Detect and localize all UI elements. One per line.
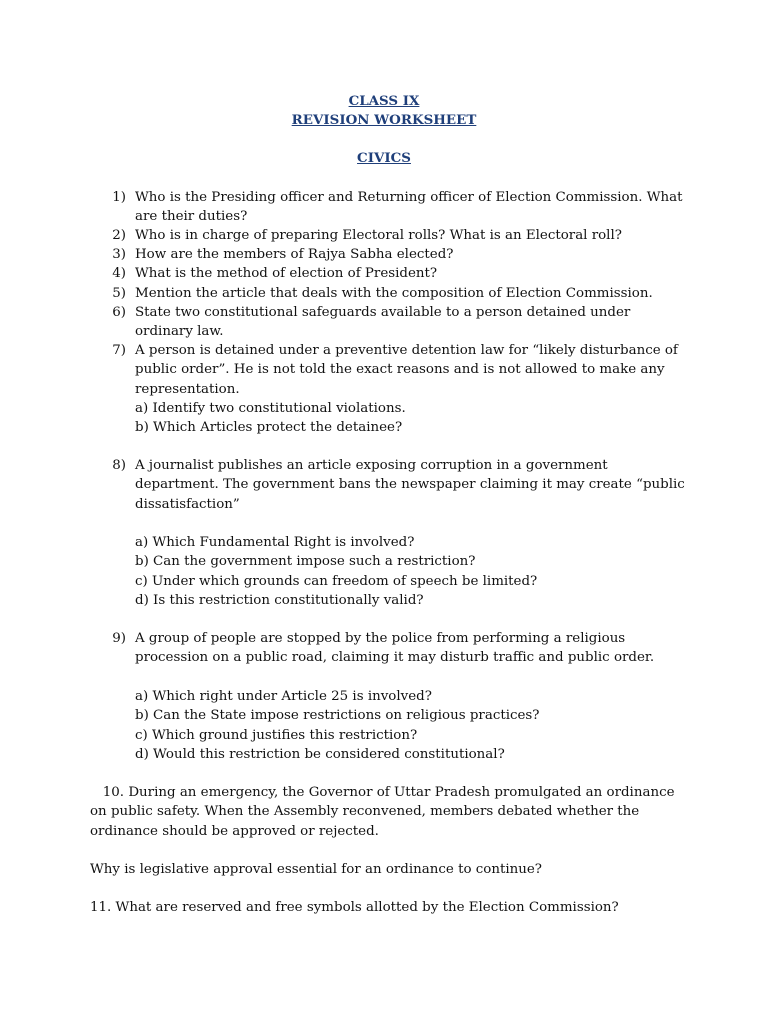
question-text-line: procession on a public road, claiming it may disturb traffic and public order.	[135, 650, 655, 666]
question-text-line: How are the members of Rajya Sabha elected?	[135, 247, 454, 262]
sub-question: a) Which Fundamental Right is involved?	[135, 535, 415, 550]
sub-question: d) Is this restriction constitutionally valid?	[135, 592, 424, 608]
question-text-line: What is the method of election of President?	[135, 266, 438, 281]
question-text-line: ordinary law.	[135, 324, 224, 340]
sub-question: b) Can the government impose such a restriction?	[135, 554, 476, 570]
sub-question: c) Under which grounds can freedom of speech be limited?	[135, 573, 538, 589]
question-number: 5)	[112, 286, 126, 301]
question-10-prompt	[90, 860, 690, 879]
question-number: 6)	[112, 305, 126, 320]
question-number: 2)	[112, 228, 126, 243]
question-text-line: public order”. He is not told the exact reasons and is not allowed to make any	[135, 362, 665, 378]
question-text-line: Who is the Presiding officer and Returning officer of Election Commission. What	[135, 190, 683, 205]
question-text-line: A journalist publishes an article exposing corruption in a government	[135, 458, 608, 473]
class-heading: CLASS IX	[348, 93, 420, 109]
worksheet-title: REVISION WORKSHEET	[291, 112, 477, 128]
subject-heading: CIVICS	[357, 150, 411, 166]
question-text-line: 10. During an emergency, the Governor of Uttar Pradesh promulgated an ordinance	[90, 785, 675, 800]
sub-question: a) Identify two constitutional violations.	[135, 400, 406, 416]
question-10	[90, 783, 690, 841]
question-number: 8)	[112, 458, 126, 473]
sub-question: c) Which ground justifies this restriction?	[135, 727, 418, 743]
sub-question: b) Can the State impose restrictions on religious practices?	[135, 708, 540, 724]
question-text-line: Who is in charge of preparing Electoral rolls? What is an Electoral roll?	[135, 228, 622, 243]
question-text-line: ordinance should be approved or rejected.	[90, 823, 379, 839]
sub-question: d) Would this restriction be considered constitutional?	[135, 746, 505, 762]
question-text-line: on public safety. When the Assembly reconvened, members debated whether the	[90, 804, 640, 820]
question-text-line: representation.	[135, 381, 240, 397]
question-text-line: are their duties?	[135, 209, 248, 225]
question-11	[90, 898, 690, 917]
question-number: 3)	[112, 247, 126, 262]
question-number: 9)	[112, 631, 126, 646]
question-9-subparts	[135, 687, 683, 764]
question-number: 4)	[112, 266, 126, 281]
question-text-line: A person is detained under a preventive detention law for “likely disturbance of	[135, 343, 678, 358]
sub-question: b) Which Articles protect the detainee?	[135, 420, 403, 436]
question-8-subparts	[135, 533, 683, 610]
question-text-line: State two constitutional safeguards available to a person detained under	[135, 305, 631, 320]
question-number: 7)	[112, 343, 126, 358]
question-text-line: A group of people are stopped by the police from performing a religious	[135, 631, 626, 646]
question-text-line: 11. What are reserved and free symbols allotted by the Election Commission?	[90, 900, 619, 915]
question-text-line: department. The government bans the newspaper claiming it may create “public	[135, 477, 685, 493]
question-number: 1)	[112, 190, 126, 205]
question-text-line: dissatisfaction”	[135, 496, 240, 512]
question-text-line: Mention the article that deals with the composition of Election Commission.	[135, 286, 653, 301]
sub-question: a) Which right under Article 25 is involved?	[135, 689, 432, 704]
question-text-line: Why is legislative approval essential for an ordinance to continue?	[90, 862, 542, 877]
